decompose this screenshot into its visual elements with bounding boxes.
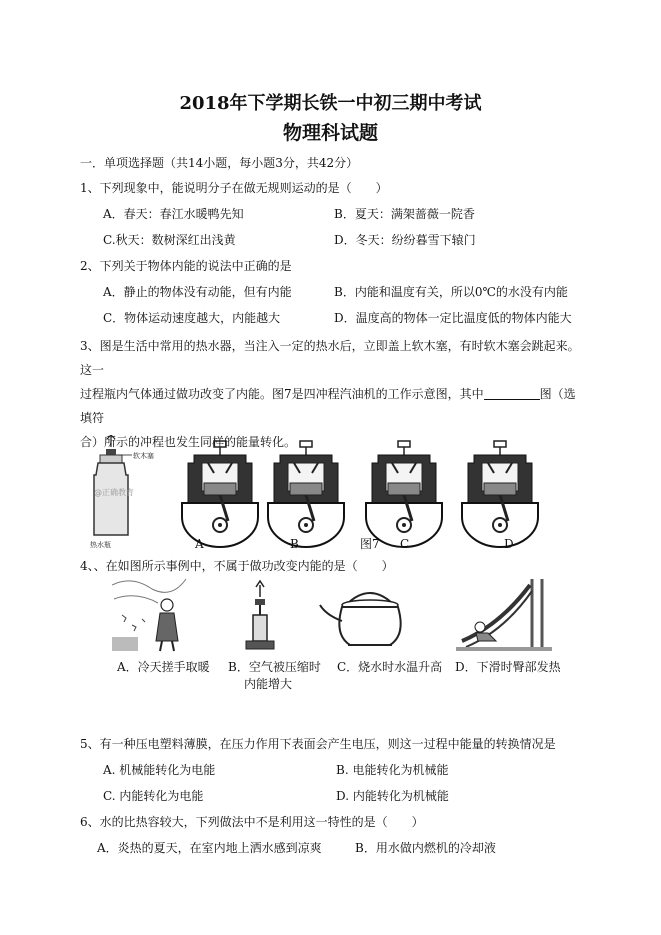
q3-line-3: 合）所示的冲程也发生同样的能量转化。 [80, 435, 297, 449]
engine-c-drawing [366, 441, 442, 547]
fig7-label-d: D [504, 537, 514, 551]
q2-stem: 2、下列关于物体内能的说法中正确的是 [80, 259, 292, 273]
q4-caption-b-line-2: 内能增大 [244, 677, 293, 691]
exam-subtitle: 物理科试题 [282, 122, 378, 144]
answer-blank [484, 387, 540, 400]
section-heading: 一．单项选择题（共14小题，每小题3分，共42分） [80, 156, 359, 170]
q6-stem: 6、水的比热容较大，下列做法中不是利用这一特性的是（ ） [80, 815, 424, 829]
q3-line-2b: 图（选填符 [80, 387, 576, 425]
q2-option-a: A．静止的物体没有动能，但有内能 [103, 285, 292, 299]
fig7-label-c: C [400, 537, 410, 551]
air-compression-drawing [246, 581, 274, 649]
q1-option-b: B．夏天：满架蔷薇一院香 [334, 207, 475, 221]
bottle-cork-label: 软木塞 [133, 452, 154, 460]
fig7-label-b: B [290, 537, 299, 551]
figure-7 [88, 435, 548, 550]
q5-option-c: C. 内能转化为电能 [103, 789, 204, 803]
q1-stem: 1、下列现象中，能说明分子在做无规则运动的是（ ） [80, 181, 388, 195]
q6-option-b: B．用水做内燃机的冷却液 [355, 841, 496, 855]
engine-b-drawing [268, 441, 344, 547]
q3-line-2a: 过程瓶内气体通过做功改变了内能。图7是四冲程汽油机的工作示意图，其中 [80, 387, 484, 401]
exam-title: 2018年下学期长铁一中初三期中考试 [179, 93, 482, 114]
q5-option-b: B. 电能转化为机械能 [336, 763, 449, 777]
q2-option-c: C．物体运动速度越大，内能越大 [103, 311, 281, 325]
engine-a-drawing [182, 441, 258, 547]
q1-option-c: C.秋天：数树深红出浅黄 [103, 233, 236, 247]
q4-illustrations [112, 575, 552, 653]
q5-option-a: A. 机械能转化为电能 [103, 763, 216, 777]
slide-drawing [456, 579, 552, 651]
q4-caption-c: C．烧水时水温升高 [337, 660, 443, 674]
q1-option-a: A．春天：春江水暖鸭先知 [103, 207, 244, 221]
q6-option-a: A．炎热的夏天，在室内地上洒水感到凉爽 [97, 841, 322, 855]
q4-caption-a: A．冷天搓手取暖 [117, 660, 210, 674]
q4-stem: 4、、在如图所示事例中，不属于做功改变内能的是（ ） [80, 559, 394, 573]
thermos-bottle-drawing [94, 435, 132, 535]
q5-option-d: D. 内能转化为机械能 [336, 789, 449, 803]
q3-line-1: 3、图是生活中常用的热水器，当注入一定的热水后，立即盖上软木塞，有时软木塞会跳起来。这一 [80, 339, 580, 377]
fig7-label-a: A [195, 537, 204, 551]
q1-option-d: D．冬天：纷纷暮雪下辕门 [334, 233, 476, 247]
fig7-caption: 图7 [360, 537, 380, 551]
q5-stem: 5、有一种压电塑料薄膜，在压力作用下表面会产生电压，则这一过程中能量的转换情况是 [80, 737, 556, 751]
bottle-name-label: 热水瓶 [90, 541, 111, 549]
q2-option-d: D．温度高的物体一定比温度低的物体内能大 [334, 311, 572, 325]
q4-caption-b: B．空气被压缩时 [228, 660, 321, 674]
watermark: @正确教育 [94, 488, 134, 497]
engine-d-drawing [462, 441, 538, 547]
q3-line-2 [80, 382, 585, 430]
kettle-drawing [320, 593, 401, 645]
q2-option-b: B．内能和温度有关，所以0℃的水没有内能 [334, 285, 568, 299]
q4-caption-d: D．下滑时臀部发热 [455, 660, 561, 674]
rubbing-hands-drawing [112, 579, 186, 651]
